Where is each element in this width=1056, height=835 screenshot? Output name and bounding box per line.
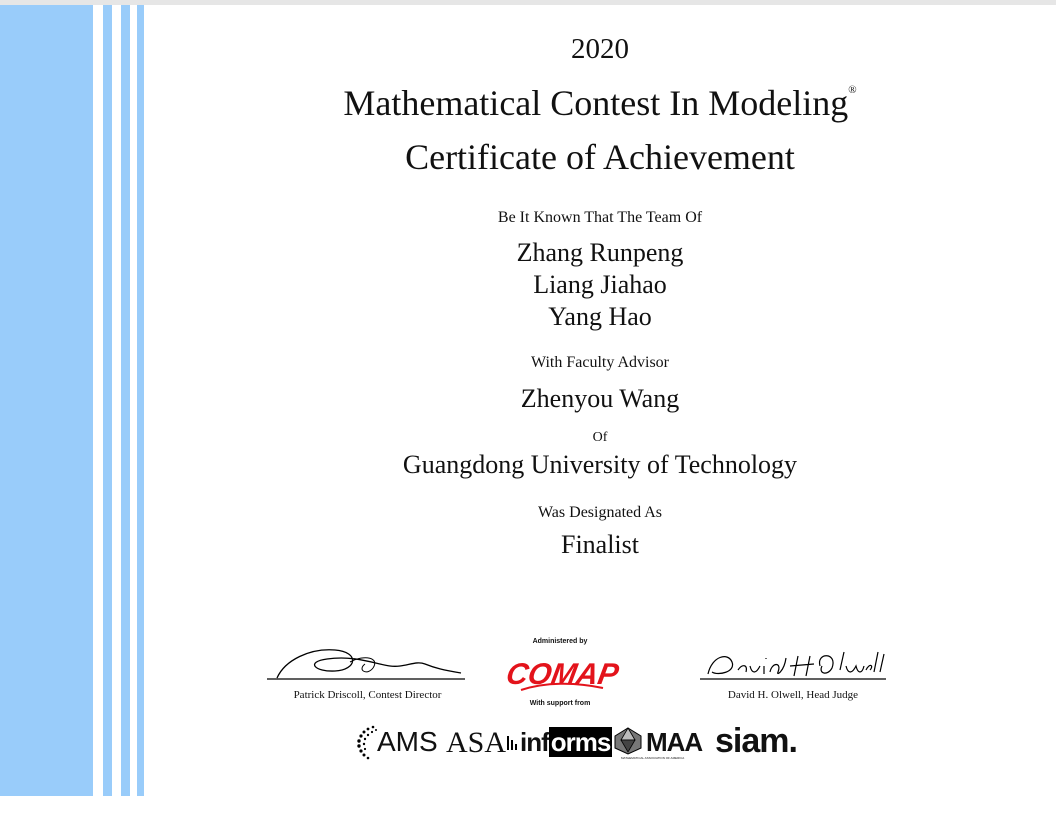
advisor-name: Zhenyou Wang [520,384,680,413]
designation-label: Was Designated As [537,504,663,521]
team-member: Yang Hao [548,302,652,331]
decorative-stripe-1 [103,5,112,796]
informs-logo [520,727,612,758]
sponsor-logos [355,722,805,762]
director-caption: Patrick Driscoll, Contest Director [293,689,442,701]
director-signature [265,640,470,682]
contest-name: Mathematical Contest In Modeling [343,83,849,123]
team-member: Liang Jiahao [533,270,667,299]
asa-logo [446,726,518,760]
team-intro: Be It Known That The Team Of [497,209,703,226]
team-member: Zhang Runpeng [516,238,684,267]
asa-logo-text: ASA [446,726,507,759]
judge-signature [698,644,888,682]
judge-caption: David H. Olwell, Head Judge [727,689,859,701]
informs-prefix: inf [520,727,549,757]
contest-title [144,82,1056,124]
designation-award: Finalist [560,530,639,559]
maa-icosahedron-icon [613,726,643,756]
top-bar [0,0,1056,5]
administered-by-label: Administered by [532,638,588,645]
support-label: With support from [529,700,591,707]
certificate-subtitle: Certificate of Achievement [405,137,795,177]
comap-logo-text: COMAP [503,658,622,691]
ams-logo [355,724,438,765]
maa-subtitle: MATHEMATICAL ASSOCIATION OF AMERICA [621,756,685,760]
ams-logo-text: AMS [377,726,438,757]
certificate-year: 2020 [571,33,629,65]
informs-box: orms [550,727,611,757]
decorative-stripe-wide [0,5,93,796]
ams-dots-icon [355,724,379,760]
decorative-stripe-3 [137,5,144,796]
comap-logo [503,648,622,696]
decorative-stripe-2 [121,5,130,796]
registered-mark: ® [848,84,857,96]
institution-name: Guangdong University of Technology [402,450,798,479]
siam-logo: siam. [715,722,797,760]
maa-logo-text: MAA [646,727,703,757]
advisor-label: With Faculty Advisor [530,354,669,371]
asa-bars-icon [506,732,518,752]
of-label: Of [592,430,608,445]
